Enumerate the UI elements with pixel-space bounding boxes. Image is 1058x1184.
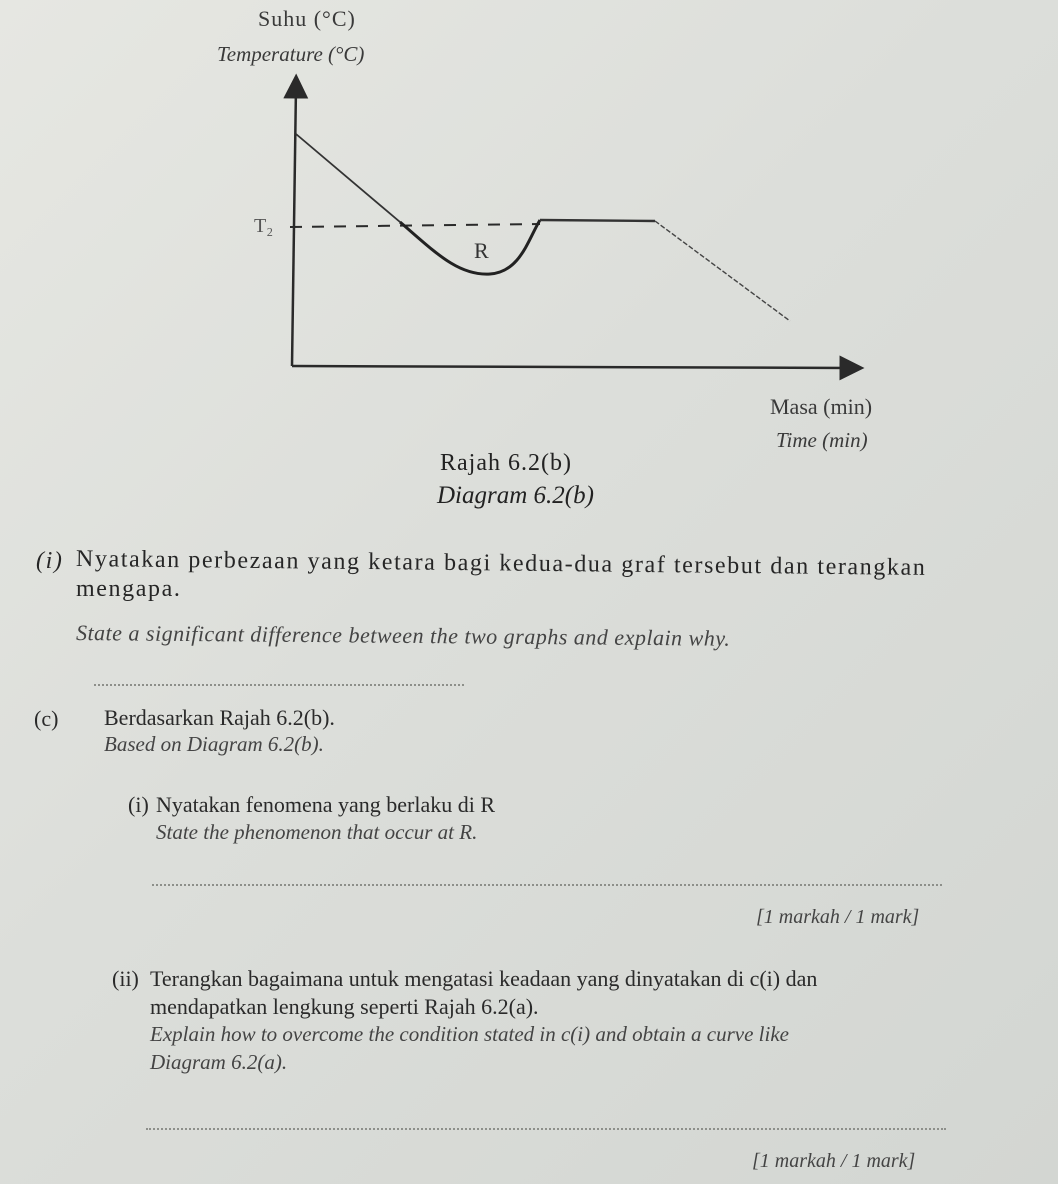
question-c-i-text-malay: Nyatakan fenomena yang berlaku di R <box>156 792 496 817</box>
diagram-caption-malay: Rajah 6.2(b) <box>440 450 572 476</box>
t2-dashed-line <box>290 224 540 227</box>
cooling-curve-final-drop <box>655 221 790 321</box>
marks-c-ii: [1 markah / 1 mark] <box>752 1150 916 1172</box>
y-axis-label-english: Temperature (°C) <box>217 42 365 66</box>
question-c-ii-number: (ii) <box>112 966 139 991</box>
cooling-curve-supercooling-dip <box>400 220 540 274</box>
question-c-ii-text-malay-line2: mendapatkan lengkung seperti Rajah 6.2(a). <box>150 994 539 1019</box>
question-c-number: (c) <box>34 706 59 731</box>
question-b-i-number: (i) <box>36 548 64 574</box>
question-c-i-text-english: State the phenomenon that occur at R. <box>156 820 478 844</box>
question-b-i-text-malay-line2: mengapa. <box>76 576 182 602</box>
region-r-label: R <box>474 238 489 263</box>
x-axis <box>292 366 852 368</box>
question-b-i-text-malay-line1: Nyatakan perbezaan yang ketara bagi kedua-dua graf tersebut dan terangkan <box>75 546 927 581</box>
answer-line-c-ii[interactable] <box>146 1128 946 1130</box>
x-axis-label-english: Time (min) <box>776 428 868 452</box>
answer-line-b-i[interactable] <box>94 684 464 686</box>
question-c-text-english: Based on Diagram 6.2(b). <box>104 732 324 756</box>
t2-label: T₂ <box>254 215 274 237</box>
question-c-ii-text-malay-line1: Terangkan bagaimana untuk mengatasi keadaan yang dinyatakan di c(i) dan <box>150 966 818 991</box>
question-c-i-number: (i) <box>128 792 149 817</box>
cooling-curve-diagram <box>0 0 1058 520</box>
question-c-ii-text-english-line1: Explain how to overcome the condition stated in c(i) and obtain a curve like <box>150 1022 789 1046</box>
marks-c-i: [1 markah / 1 mark] <box>756 906 920 928</box>
y-axis-label-malay: Suhu (°C) <box>258 6 356 31</box>
question-c-text-malay: Berdasarkan Rajah 6.2(b). <box>104 705 335 730</box>
cooling-curve-initial-drop <box>296 134 400 222</box>
question-b-i-text-english: State a significant difference between the two graphs and explain why. <box>75 620 731 651</box>
answer-line-c-i[interactable] <box>152 884 942 886</box>
diagram-caption-english: Diagram 6.2(b) <box>437 482 594 509</box>
cooling-curve-plateau <box>540 220 655 221</box>
question-c-ii-text-english-line2: Diagram 6.2(a). <box>150 1050 288 1074</box>
x-axis-label-malay: Masa (min) <box>770 394 873 419</box>
